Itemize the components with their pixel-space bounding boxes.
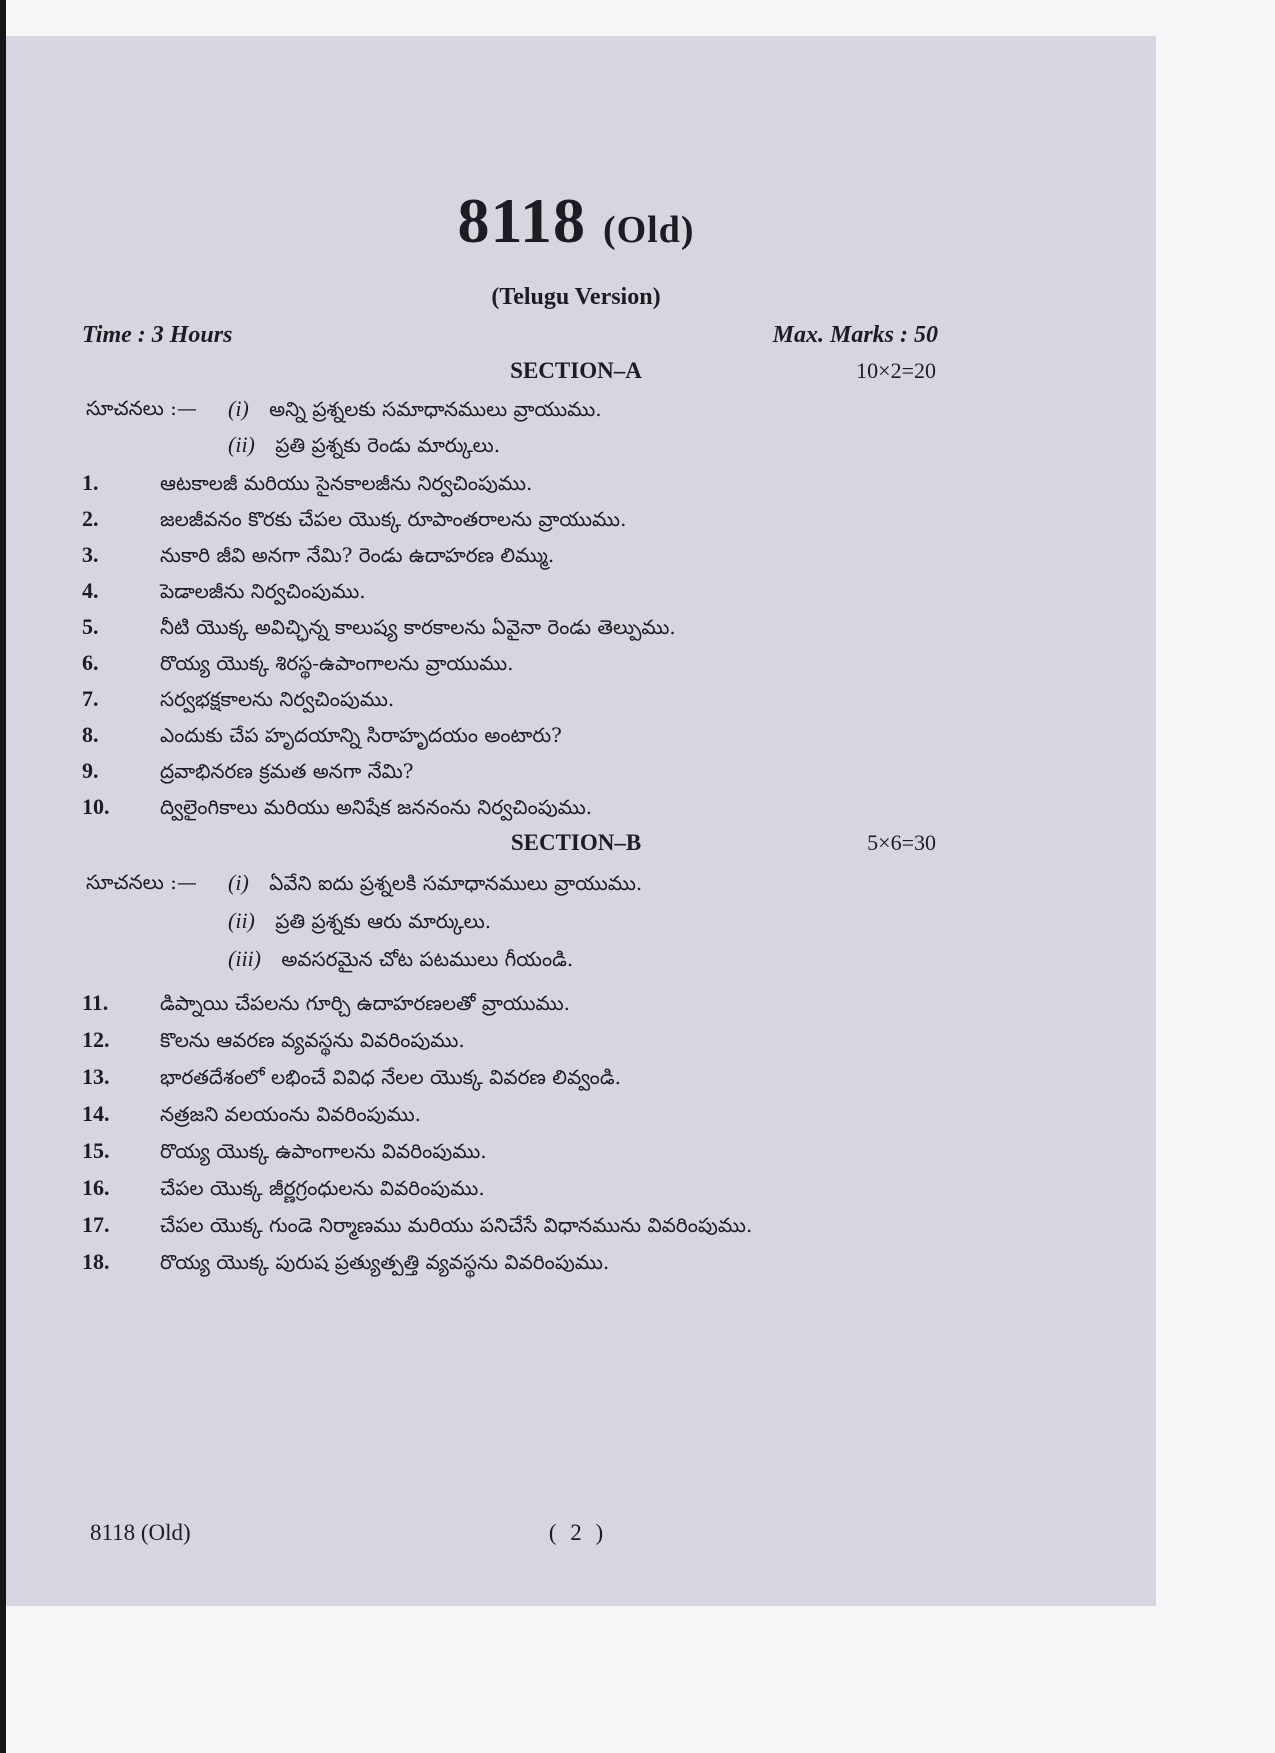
question-text: భారతదేశంలో లభించే వివిధ నేలల యొక్క వివరణ లివ్వండి. — [160, 1065, 621, 1089]
question-text: ఆటకాలజీ మరియు సైనకాలజీను నిర్వచింపుము. — [160, 471, 533, 495]
question-number: 17. — [82, 1212, 110, 1237]
question-text: చేపల యొక్క జీర్ణగ్రంధులను వివరింపుము. — [160, 1176, 485, 1200]
question-number: 5. — [82, 614, 99, 639]
question-text: సర్వభక్షకాలను నిర్వచింపుము. — [160, 687, 395, 711]
question-text: చేపల యొక్క గుండె నిర్మాణము మరియు పనిచేసే విధానమును వివరింపుము. — [160, 1213, 753, 1237]
max-marks-label: Max. Marks : 50 — [772, 322, 938, 348]
question-item — [82, 1138, 487, 1168]
question-item — [82, 1064, 621, 1094]
question-number: 4. — [82, 578, 99, 603]
question-text: నీటి యొక్క అవిచ్ఛిన్న కాలుష్య కారకాలను ఏవైనా రెండు తెల్పుము. — [160, 615, 676, 639]
question-item — [82, 1249, 609, 1279]
instruction-text: అవసరమైన చోట పటములు గీయండి. — [281, 947, 574, 971]
instruction-text: ప్రతి ప్రశ్నకు ఆరు మార్కులు. — [275, 909, 492, 933]
instruction-number: (iii) — [228, 946, 261, 971]
question-number: 16. — [82, 1175, 110, 1200]
question-text: కొలను ఆవరణ వ్యవస్థను వివరింపుము. — [160, 1028, 465, 1052]
section-a-marks: 10×2=20 — [856, 358, 936, 383]
question-item — [82, 470, 532, 500]
section-b-instruction — [228, 946, 573, 976]
instruction-number: (ii) — [228, 908, 255, 933]
question-paper — [6, 36, 1156, 1606]
section-a-instructions-label: సూచనలు :— — [86, 396, 197, 420]
question-text: రొయ్య యొక్క పురుష ప్రత్యుత్పత్తి వ్యవస్థను వివరింపుము. — [160, 1250, 610, 1274]
question-number: 13. — [82, 1064, 110, 1089]
footer-paper-code: 8118 (Old) — [90, 1520, 191, 1545]
question-text: ద్విలైంగికాలు మరియు అనిషేక జననంను నిర్వచింపుము. — [160, 795, 593, 819]
question-item — [82, 758, 414, 788]
time-label: Time : 3 Hours — [82, 322, 233, 348]
question-item — [82, 650, 514, 680]
instruction-text: ప్రతి ప్రశ్నకు రెండు మార్కులు. — [275, 433, 501, 457]
question-number: 11. — [82, 990, 109, 1015]
question-item — [82, 722, 562, 752]
question-number: 3. — [82, 542, 99, 567]
paper-code: 8118 — [457, 185, 586, 256]
question-text: పెడాలజీను నిర్వచింపుము. — [160, 579, 366, 603]
instruction-text: ఏవేని ఐదు ప్రశ్నలకి సమాధానములు వ్రాయుము. — [269, 871, 643, 895]
section-a-instruction — [228, 432, 500, 462]
question-item — [82, 990, 570, 1020]
page-number: ( 2 ) — [548, 1520, 604, 1545]
question-text: నుకారి జీవి అనగా నేమి? రెండు ఉదాహరణ లిమ్ము. — [160, 543, 555, 567]
question-number: 9. — [82, 758, 99, 783]
section-b-instructions-label: సూచనలు :— — [86, 870, 197, 894]
question-item — [82, 1212, 752, 1242]
question-number: 15. — [82, 1138, 110, 1163]
question-text: నత్రజని వలయంను వివరింపుము. — [160, 1102, 422, 1126]
instruction-number: (i) — [228, 396, 249, 421]
old-label: (Old) — [602, 209, 695, 251]
question-item — [82, 1175, 485, 1205]
question-number: 7. — [82, 686, 99, 711]
question-item — [82, 1101, 421, 1131]
section-b-instruction — [228, 870, 642, 900]
question-item — [82, 1027, 465, 1057]
question-number: 8. — [82, 722, 99, 747]
question-number: 12. — [82, 1027, 110, 1052]
question-number: 10. — [82, 794, 110, 819]
instruction-number: (ii) — [228, 432, 255, 457]
question-number: 6. — [82, 650, 99, 675]
question-text: ఎందుకు చేప హృదయాన్ని సిరాహృదయం అంటారు? — [160, 723, 562, 747]
instruction-number: (i) — [228, 870, 249, 895]
section-a-instruction — [228, 396, 602, 426]
question-text: రొయ్య యొక్క ఉపాంగాలను వివరింపుము. — [160, 1139, 487, 1163]
question-item — [82, 506, 626, 536]
question-item — [82, 614, 676, 644]
question-text: జలజీవనం కొరకు చేపల యొక్క రూపాంతరాలను వ్రాయుము. — [160, 507, 627, 531]
question-number: 2. — [82, 506, 99, 531]
instruction-text: అన్ని ప్రశ్నలకు సమాధానములు వ్రాయుము. — [269, 397, 602, 421]
question-text: రొయ్య యొక్క శిరస్థ-ఉపాంగాలను వ్రాయుము. — [160, 651, 514, 675]
section-a-title: SECTION–A — [510, 358, 642, 383]
question-item — [82, 542, 554, 572]
version-label: (Telugu Version) — [491, 284, 661, 310]
question-item — [82, 578, 366, 608]
question-number: 14. — [82, 1101, 110, 1126]
question-number: 18. — [82, 1249, 110, 1274]
question-item — [82, 794, 592, 824]
section-b-title: SECTION–B — [510, 830, 642, 855]
question-text: ద్రవాభినరణ క్రమత అనగా నేమి? — [160, 759, 414, 783]
question-item — [82, 686, 394, 716]
section-b-marks: 5×6=30 — [867, 830, 936, 855]
question-text: డిప్నాయి చేపలను గూర్చి ఉదాహరణలతో వ్రాయుము. — [160, 991, 570, 1015]
exam-code — [6, 184, 1146, 258]
section-b-instruction — [228, 908, 491, 938]
question-number: 1. — [82, 470, 99, 495]
